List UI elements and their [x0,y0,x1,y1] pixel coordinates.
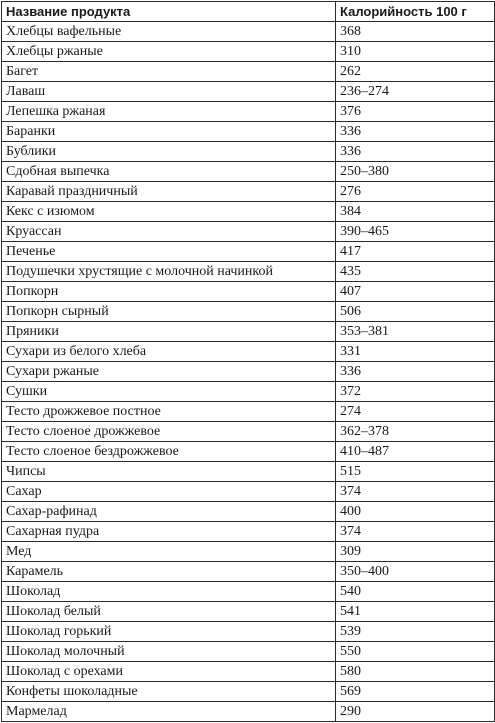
product-name-cell: Конфеты шоколадные [2,682,336,702]
calories-cell: 400 [336,502,495,522]
calories-cell: 372 [336,382,495,402]
product-name-cell: Хлебцы ржаные [2,42,336,62]
table-row [2,302,495,322]
product-name-cell: Сахарная пудра [2,522,336,542]
table-row [2,102,495,122]
product-name-cell: Мармелад [2,702,336,722]
product-name-cell: Хлебцы вафельные [2,22,336,42]
table-row [2,402,495,422]
table-row [2,642,495,662]
calories-cell: 368 [336,22,495,42]
product-name-cell: Чипсы [2,462,336,482]
calories-cell: 580 [336,662,495,682]
product-name-cell: Сахар-рафинад [2,502,336,522]
calories-cell: 336 [336,142,495,162]
product-name-cell: Тесто слоеное бездрожжевое [2,442,336,462]
calories-cell: 407 [336,282,495,302]
product-name-cell: Карамель [2,562,336,582]
table-row [2,482,495,502]
calories-cell: 276 [336,182,495,202]
table-row [2,262,495,282]
calories-cell: 410–487 [336,442,495,462]
product-name-cell: Шоколад с орехами [2,662,336,682]
product-name-cell: Лепешка ржаная [2,102,336,122]
product-name-cell: Сухари ржаные [2,362,336,382]
table-row [2,602,495,622]
calories-cell: 309 [336,542,495,562]
product-name-cell: Бублики [2,142,336,162]
product-name-header: Название продукта [2,2,336,22]
calories-cell: 539 [336,622,495,642]
product-name-cell: Мед [2,542,336,562]
table-row [2,502,495,522]
table-row [2,362,495,382]
product-name-cell: Шоколад белый [2,602,336,622]
calories-cell: 390–465 [336,222,495,242]
table-row [2,382,495,402]
product-name-cell: Каравай праздничный [2,182,336,202]
table-row [2,122,495,142]
calories-cell: 569 [336,682,495,702]
table-row [2,162,495,182]
table-row [2,282,495,302]
calories-cell: 290 [336,702,495,722]
calories-cell: 384 [336,202,495,222]
product-name-cell: Сдобная выпечка [2,162,336,182]
table-row [2,462,495,482]
product-name-cell: Пряники [2,322,336,342]
product-name-cell: Сахар [2,482,336,502]
calories-cell: 506 [336,302,495,322]
product-name-cell: Тесто дрожжевое постное [2,402,336,422]
calories-cell: 540 [336,582,495,602]
product-name-cell: Шоколад горький [2,622,336,642]
table-row [2,242,495,262]
product-name-cell: Шоколад [2,582,336,602]
table-row [2,422,495,442]
table-body [2,22,495,722]
table-row [2,662,495,682]
table-row [2,142,495,162]
table-row [2,202,495,222]
table-row [2,182,495,202]
table-row [2,322,495,342]
product-name-cell: Попкорн сырный [2,302,336,322]
calories-cell: 541 [336,602,495,622]
calories-cell: 310 [336,42,495,62]
calories-cell: 515 [336,462,495,482]
table-row [2,442,495,462]
table-row [2,42,495,62]
table-row [2,82,495,102]
table-row [2,222,495,242]
product-name-cell: Сушки [2,382,336,402]
calories-cell: 236–274 [336,82,495,102]
calories-cell: 374 [336,482,495,502]
calorie-table [1,1,495,722]
product-name-cell: Баранки [2,122,336,142]
table-row [2,682,495,702]
product-name-cell: Шоколад молочный [2,642,336,662]
table-row [2,582,495,602]
table-row [2,22,495,42]
header-row [2,2,495,22]
calories-cell: 417 [336,242,495,262]
calories-cell: 250–380 [336,162,495,182]
product-name-cell: Попкорн [2,282,336,302]
product-name-cell: Кекс с изюмом [2,202,336,222]
table-row [2,562,495,582]
product-name-cell: Лаваш [2,82,336,102]
calories-cell: 435 [336,262,495,282]
product-name-cell: Сухари из белого хлеба [2,342,336,362]
calories-cell: 353–381 [336,322,495,342]
table-row [2,522,495,542]
calories-cell: 362–378 [336,422,495,442]
table-row [2,62,495,82]
product-name-cell: Багет [2,62,336,82]
product-name-cell: Подушечки хрустящие с молочной начинкой [2,262,336,282]
table-row [2,622,495,642]
calories-cell: 376 [336,102,495,122]
table-row [2,342,495,362]
calories-cell: 336 [336,362,495,382]
calories-cell: 374 [336,522,495,542]
product-name-cell: Круассан [2,222,336,242]
calories-cell: 350–400 [336,562,495,582]
calories-cell: 336 [336,122,495,142]
calories-cell: 331 [336,342,495,362]
calories-cell: 550 [336,642,495,662]
table-row [2,542,495,562]
table-row [2,702,495,722]
calories-header: Калорийность 100 г [336,2,495,22]
product-name-cell: Тесто слоеное дрожжевое [2,422,336,442]
calories-cell: 262 [336,62,495,82]
calories-cell: 274 [336,402,495,422]
product-name-cell: Печенье [2,242,336,262]
